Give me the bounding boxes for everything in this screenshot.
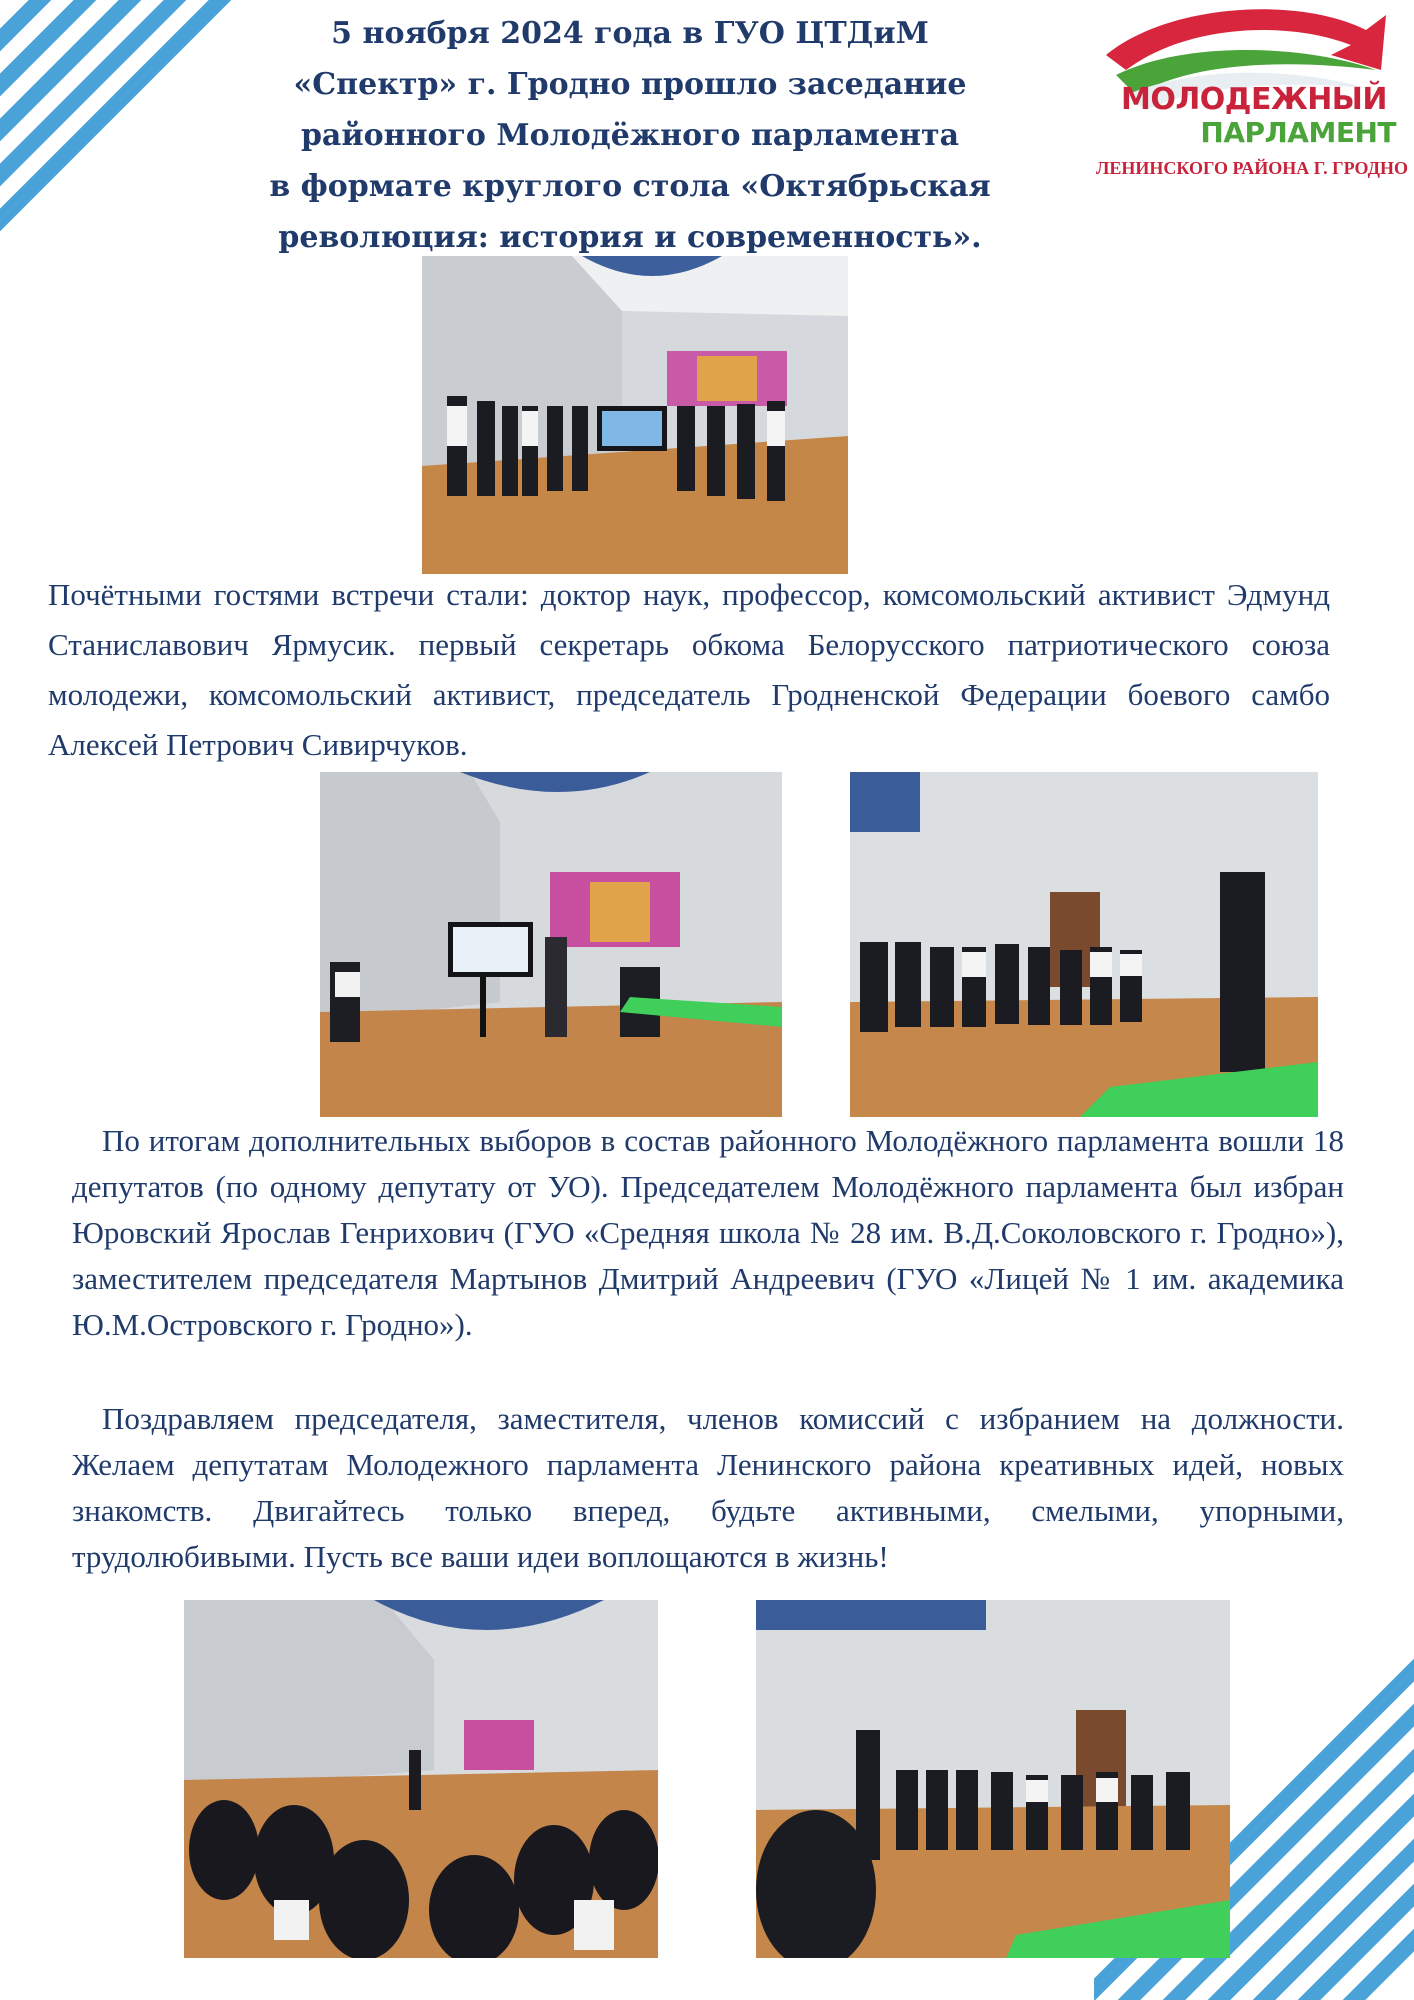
title-line: районного Молодёжного парламента [300,118,960,153]
title-line: 5 ноября 2024 года в ГУО ЦТДиМ [331,16,929,51]
page-title [240,8,1020,263]
logo-subtitle: ПАРЛАМЕНТ [1200,116,1396,149]
photo-speaker-at-screen [320,772,782,1117]
logo-title: МОЛОДЕЖНЫЙ [1120,82,1387,117]
decorative-stripes-top-left [0,0,250,260]
photo-group-standing [422,256,848,574]
paragraph-congratulations: Поздравляем председателя, заместителя, членов комиссий с избранием на должности. Желаем депутатам Молодежного парламента Ленинского района креативных идей, новых знакомств. Двигайтесь только вперед, будьте активными, смелыми, упорными, трудолюбивыми. Пусть все ваши идеи воплощаются в жизнь! [72,1401,1344,1574]
photo-audience-wide [184,1600,658,1958]
title-line: в формате круглого стола «Октябрьская [269,169,991,204]
paragraph-guests: Почётными гостями встречи стали: доктор наук, профессор, комсомольский активист Эдмунд Станиславович Ярмусик. первый секретарь обкома Белорусского патриотического союза молодежи, комсомольский активист, председатель Гродненской Федерации боевого самбо Алексей Петрович Сивирчуков. [48,577,1330,762]
title-line: революция: история и современность». [278,220,982,255]
photo-students-circle [756,1600,1230,1958]
logo-district: ЛЕНИНСКОГО РАЙОНА Г. ГРОДНО [1096,158,1408,178]
title-line: «Спектр» г. Гродно прошло заседание [293,67,967,102]
youth-parliament-logo [1096,0,1408,180]
photo-speaker-gesturing [850,772,1318,1117]
paragraph-election-results: По итогам дополнительных выборов в состав районного Молодёжного парламента вошли 18 депутатов (по одному депутату от УО). Председателем Молодёжного парламента был избран Юровский Ярослав Генрихович (ГУО «Средняя школа № 28 им. В.Д.Соколовского г. Гродно»), заместителем председателя Мартынов Дмитрий Андреевич (ГУО «Лицей № 1 им. академика Ю.М.Островского г. Гродно»). [72,1123,1344,1342]
